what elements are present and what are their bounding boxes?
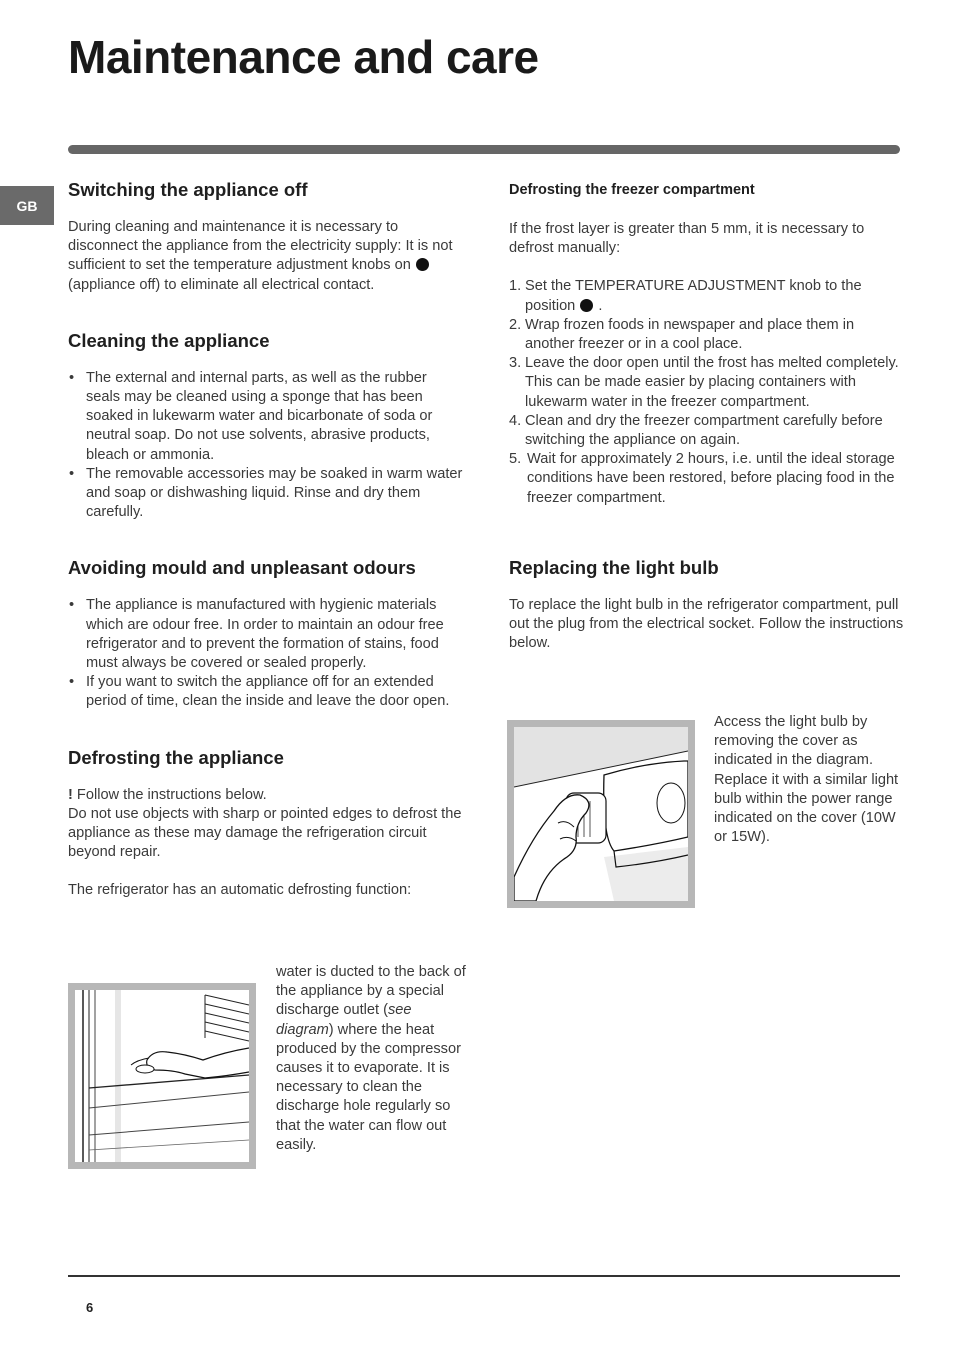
list-item	[509, 450, 904, 508]
item-number: 5.	[509, 451, 522, 468]
item-number: 3.	[509, 355, 522, 372]
bullet-list	[68, 369, 464, 523]
language-tab: GB	[0, 186, 54, 225]
text: Set the TEMPERATURE ADJUSTMENT knob to the position	[525, 278, 862, 314]
discharge-outlet-diagram	[68, 983, 256, 1169]
list-item	[509, 277, 904, 315]
section-mould	[68, 556, 464, 711]
text: .	[594, 297, 603, 314]
text: (appliance off) to eliminate all electrical contact.	[68, 276, 375, 293]
section-switching-off	[68, 178, 464, 295]
text: Wait for approximately 2 hours, i.e. until the ideal storage conditions have been restored, before placing food in the freezer compartment.	[527, 451, 895, 506]
text: Wrap frozen foods in newspaper and place them in another freezer or in a cool place.	[525, 316, 855, 353]
section-heading: Defrosting the freezer compartment	[509, 182, 755, 198]
paragraph: The refrigerator has an automatic defrosting function:	[68, 882, 412, 899]
list-item: • The removable accessories may be soaked in warm water and soap or dishwashing liquid. Rinse and dry them carefully.	[68, 465, 464, 523]
list-item	[509, 412, 904, 450]
text: During cleaning and maintenance it is necessary to disconnect the appliance from the electricity supply: It is not sufficient to set the temperature adjustment knobs on	[68, 219, 453, 274]
list-item: • The external and internal parts, as well as the rubber seals may be cleaned using a sponge that has been soaked in lukewarm water and bicarbonate of soda or neutral soap. Do not use solvents, abrasive products, bleach or ammonia.	[68, 369, 464, 465]
bullet-list	[68, 596, 464, 711]
text: Leave the door open until the frost has melted completely. This can be made easier by placing containers with lukewarm water in the freezer compartment.	[525, 355, 899, 410]
discharge-illustration	[75, 990, 249, 1162]
list-item	[509, 354, 904, 412]
section-heading: Defrosting the appliance	[68, 746, 284, 768]
title-divider	[68, 145, 900, 154]
section-heading: Avoiding mould and unpleasant odours	[68, 557, 416, 579]
text: ) where the heat produced by the compressor causes it to evaporate. It is necessary to clean the discharge hole regularly so that the water can flow out easily.	[276, 1021, 461, 1153]
paragraph: To replace the light bulb in the refrigerator compartment, pull out the plug from the electrical socket. Follow the instructions below.	[509, 596, 904, 652]
item-number: 1.	[509, 278, 522, 295]
list-item	[509, 316, 904, 354]
warning-icon: !	[68, 786, 73, 803]
paragraph: If the frost layer is greater than 5 mm, it is necessary to defrost manually:	[509, 221, 865, 257]
page-number: 6	[86, 1300, 94, 1315]
light-bulb-diagram	[507, 720, 695, 908]
paragraph: Do not use objects with sharp or pointed edges to defrost the appliance as these may damage the refrigeration circuit beyond repair.	[68, 805, 462, 861]
text: Clean and dry the freezer compartment carefully before switching the appliance on again.	[525, 412, 883, 449]
item-number: 4.	[509, 412, 522, 429]
section-defrosting-freezer	[509, 178, 904, 508]
section-defrosting-appliance	[68, 746, 464, 901]
warning-text	[68, 786, 464, 805]
paragraph	[68, 218, 464, 295]
off-position-icon	[580, 299, 593, 312]
text: Follow the instructions below.	[72, 786, 267, 803]
section-heading: Replacing the light bulb	[509, 556, 719, 578]
bulb-instructions-text: Access the light bulb by removing the cover as indicated in the diagram. Replace it with a similar light bulb within the power range indicated on the cover (10W or 15W).	[714, 714, 899, 846]
footer-divider	[68, 1275, 900, 1277]
section-cleaning	[68, 329, 464, 523]
text-italic: see diagram	[276, 1002, 412, 1038]
numbered-list	[509, 277, 904, 507]
defrost-wrap-text	[276, 963, 466, 1155]
right-column	[509, 178, 904, 653]
left-column	[68, 178, 464, 901]
section-heading: Cleaning the appliance	[68, 329, 270, 351]
text: water is ducted to the back of the appliance by a special discharge outlet (	[276, 964, 466, 1019]
list-item: • The appliance is manufactured with hygienic materials which are odour free. In order to maintain an odour free refrigerator and to prevent the formation of stains, food must always be covered or sealed properly.	[68, 596, 464, 673]
list-item: • If you want to switch the appliance off for an extended period of time, clean the inside and leave the door open.	[68, 673, 464, 711]
off-position-icon	[416, 258, 429, 271]
page-title: Maintenance and care	[68, 31, 539, 83]
section-light-bulb	[509, 556, 904, 654]
light-bulb-illustration	[514, 727, 688, 901]
item-number: 2.	[509, 316, 522, 333]
section-heading: Switching the appliance off	[68, 179, 308, 200]
